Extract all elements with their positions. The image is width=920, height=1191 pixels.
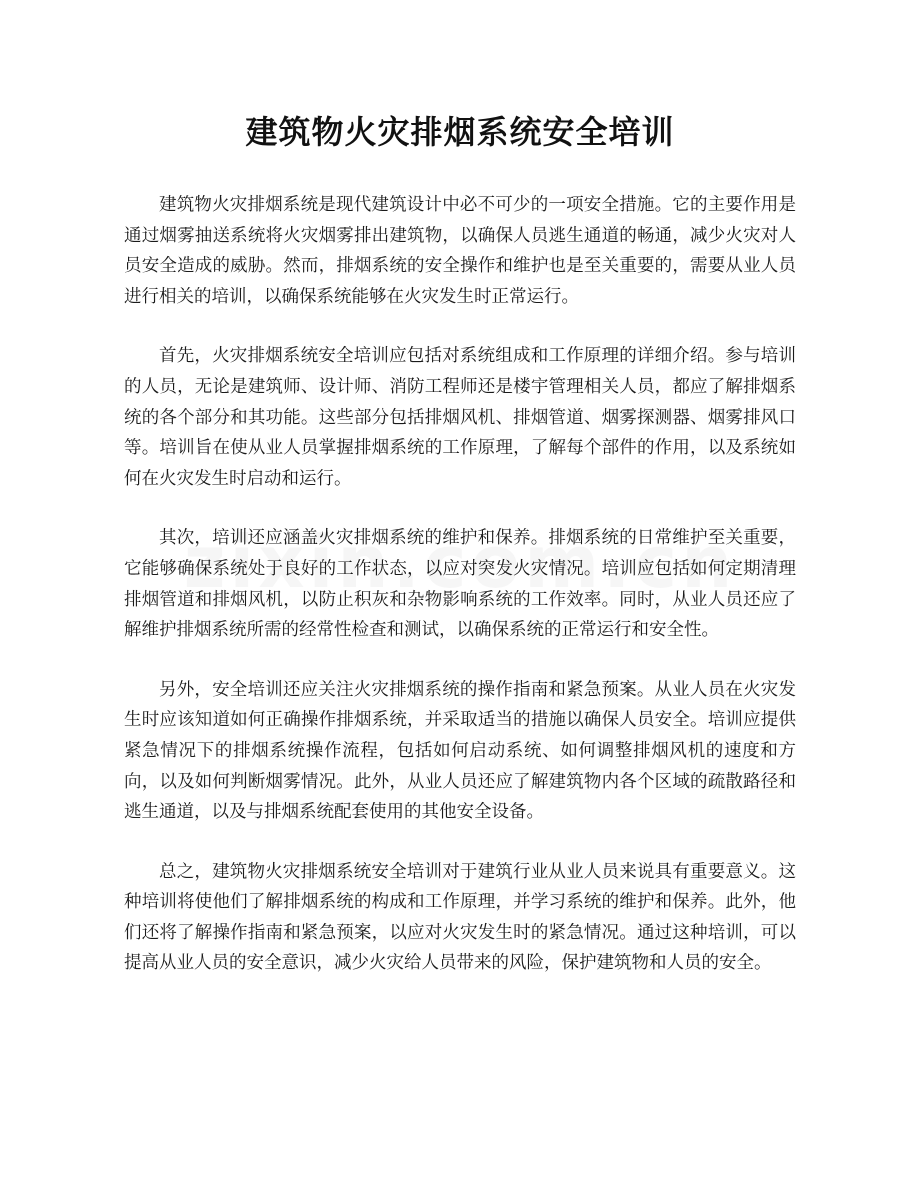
paragraph-4: 另外，安全培训还应关注火灾排烟系统的操作指南和紧急预案。从业人员在火灾发生时应该知道如何正确操作排烟系统，并采取适当的措施以确保人员安全。培训应提供紧急情况下的排烟系统操作流程，包括如何启动系统、如何调整排烟风机的速度和方向，以及如何判断烟雾情况。此外，从业人员还应了解建筑物内各个区域的疏散路径和逃生通道，以及与排烟系统配套使用的其他安全设备。 — [124, 679, 796, 823]
paragraph-1: 建筑物火灾排烟系统是现代建筑设计中必不可少的一项安全措施。它的主要作用是通过烟雾抽送系统将火灾烟雾排出建筑物，以确保人员逃生通道的畅通，减少火灾对人员安全造成的威胁。然而，排烟系统的安全操作和维护也是至关重要的，需要从业人员进行相关的培训，以确保系统能够在火灾发生时正常运行。 — [124, 195, 796, 307]
document-title: 建筑物火灾排烟系统安全培训 — [245, 113, 675, 151]
paragraph-2: 首先，火灾排烟系统安全培训应包括对系统组成和工作原理的详细介绍。参与培训的人员，无论是建筑师、设计师、消防工程师还是楼宇管理相关人员，都应了解排烟系统的各个部分和其功能。这些部分包括排烟风机、排烟管道、烟雾探测器、烟雾排风口等。培训旨在使从业人员掌握排烟系统的工作原理，了解每个部件的作用，以及系统如何在火灾发生时启动和运行。 — [124, 346, 796, 489]
paragraph-3: 其次，培训还应涵盖火灾排烟系统的维护和保养。排烟系统的日常维护至关重要，它能够确保系统处于良好的工作状态，以应对突发火灾情况。培训应包括如何定期清理排烟管道和排烟风机，以防止积灰和杂物影响系统的工作效率。同时，从业人员还应了解维护排烟系统所需的经常性检查和测试，以确保系统的正常运行和安全性。 — [124, 528, 796, 641]
paragraph-5: 总之，建筑物火灾排烟系统安全培训对于建筑行业从业人员来说具有重要意义。这种培训将使他们了解排烟系统的构成和工作原理，并学习系统的维护和保养。此外，他们还将了解操作指南和紧急预案，以应对火灾发生时的紧急情况。通过这种培训，可以提高从业人员的安全意识，减少火灾给人员带来的风险，保护建筑物和人员的安全。 — [124, 861, 796, 974]
